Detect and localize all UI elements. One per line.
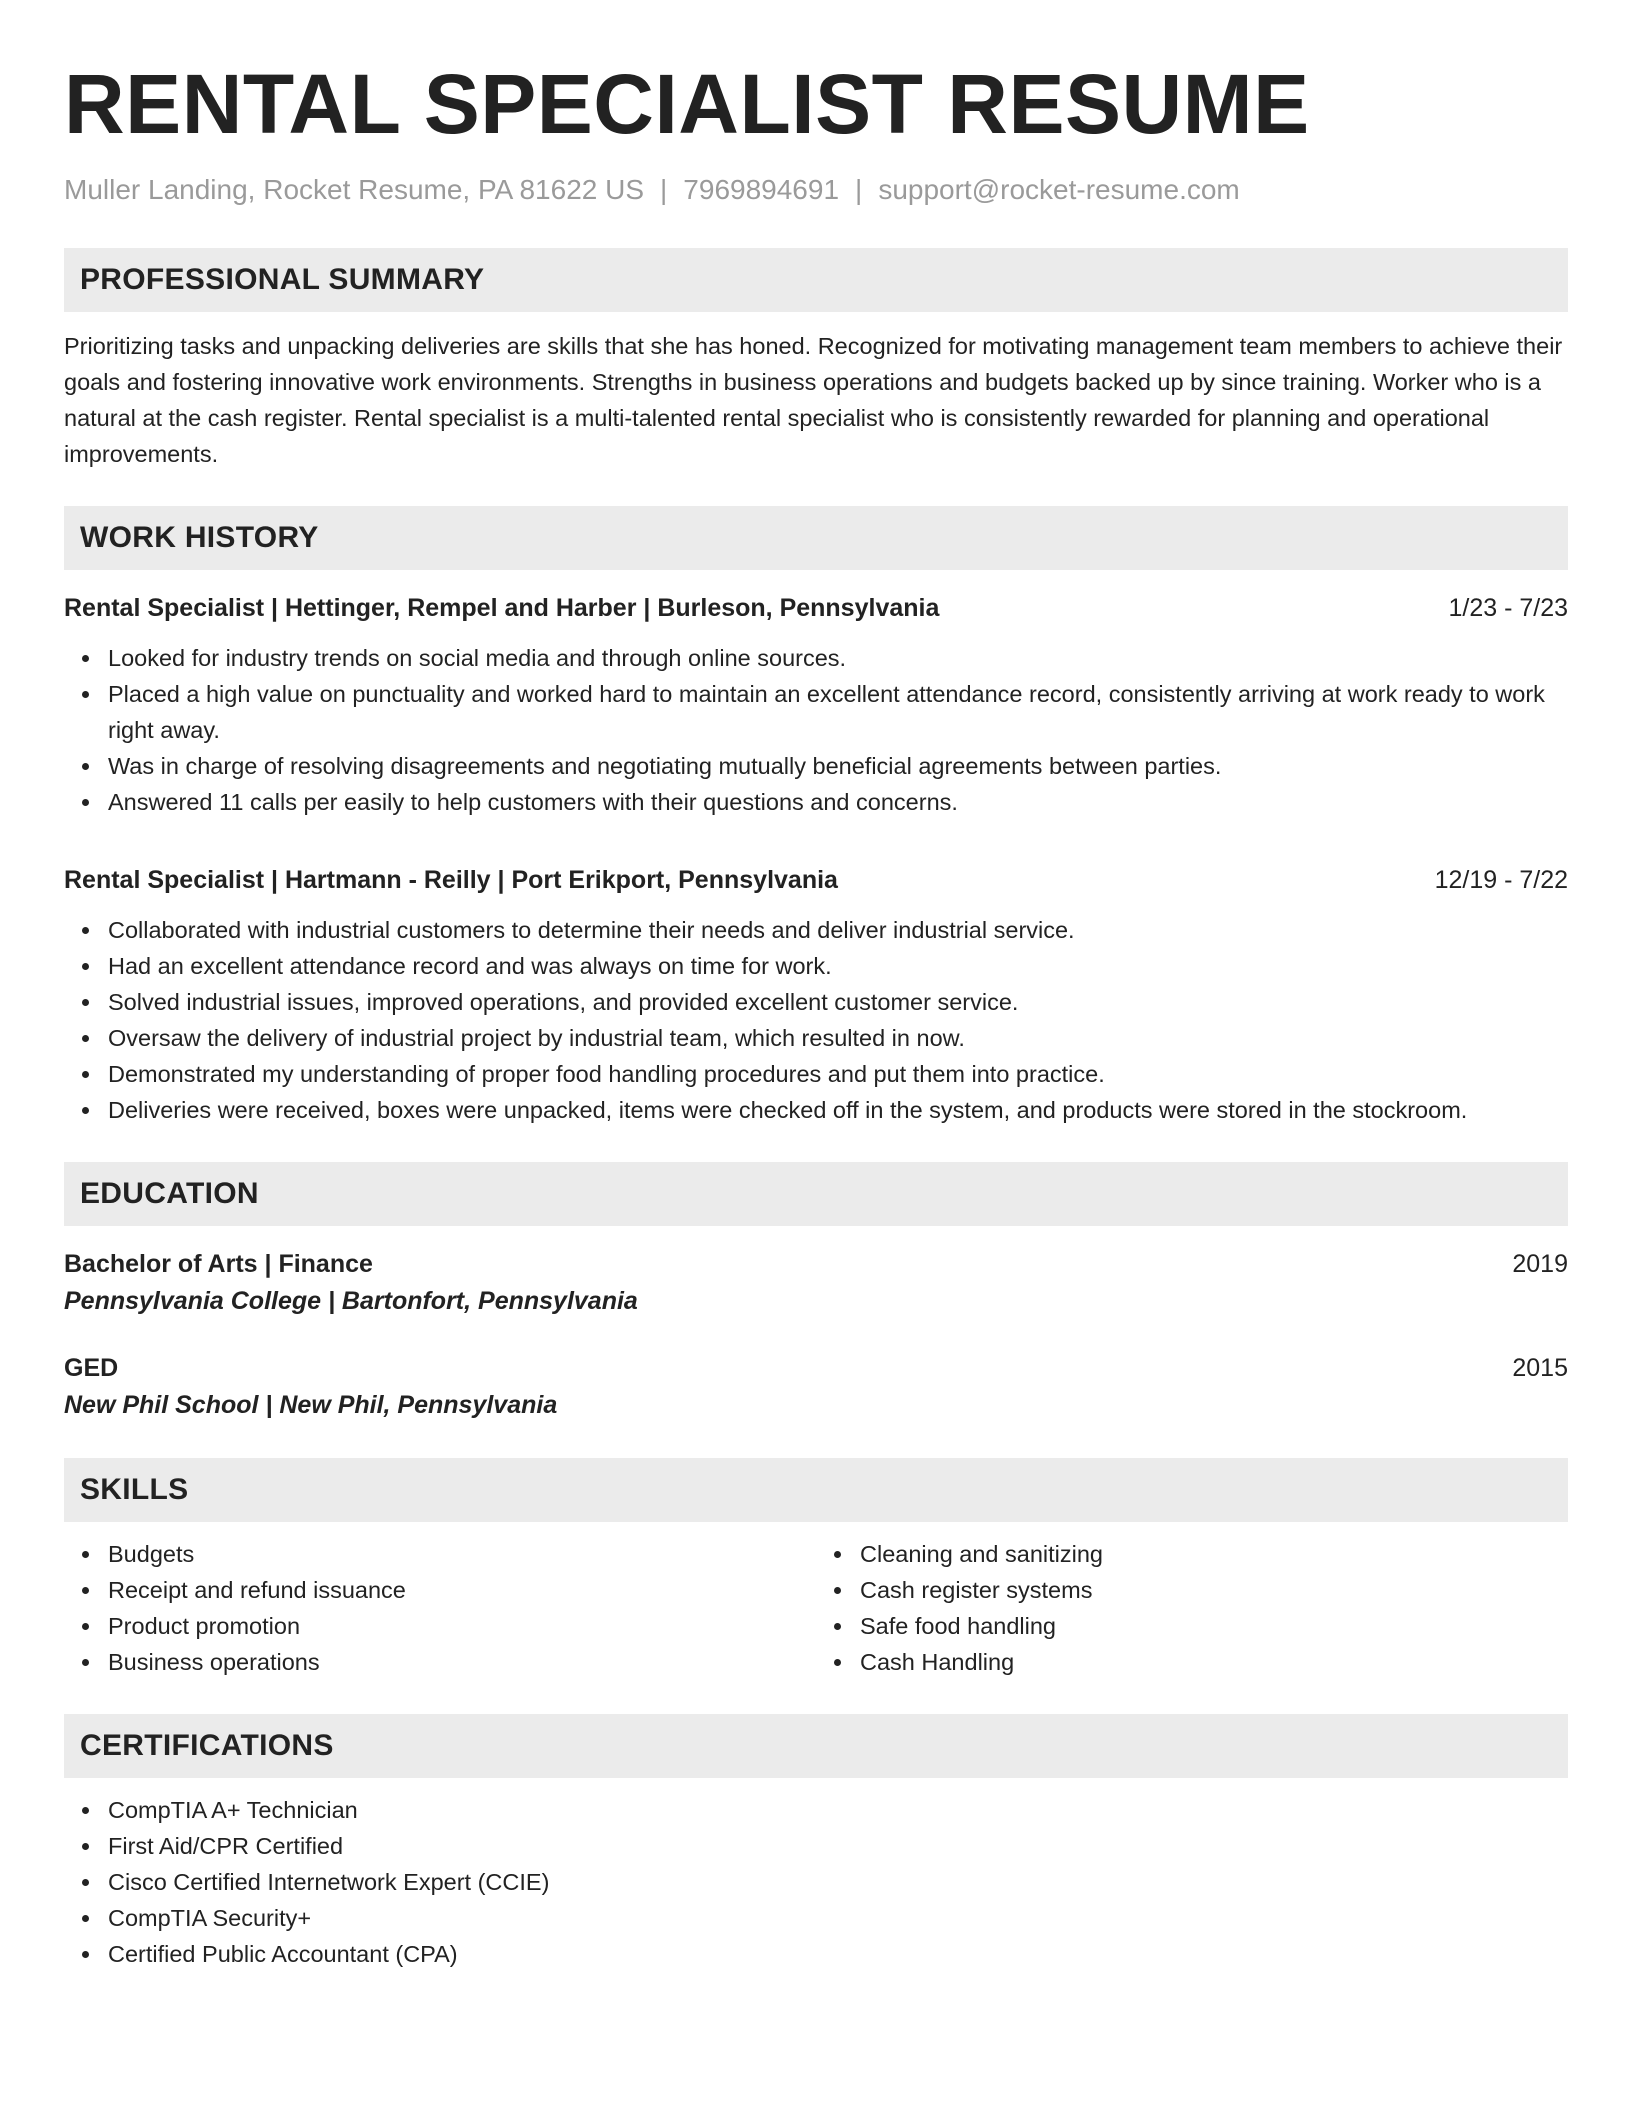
- contact-separator: |: [660, 174, 668, 205]
- job-title: Rental Specialist | Hettinger, Rempel and Harber | Burleson, Pennsylvania: [64, 594, 940, 622]
- job-bullet: Placed a high value on punctuality and worked hard to maintain an excellent attendance record, consistently arriving at work ready to work right away.: [108, 676, 1568, 748]
- skills-column-left: [64, 1536, 816, 1680]
- skill-item: Product promotion: [108, 1608, 816, 1644]
- contact-address: Muller Landing, Rocket Resume, PA 81622 US: [64, 174, 645, 205]
- skill-item: Business operations: [108, 1644, 816, 1680]
- contact-phone: 7969894691: [683, 174, 840, 205]
- skills-grid: [64, 1536, 1568, 1680]
- contact-separator: |: [855, 174, 863, 205]
- education-year: 2019: [1512, 1250, 1568, 1278]
- summary-text: Prioritizing tasks and unpacking deliveries are skills that she has honed. Recognized for motivating management team members to achieve their goals and fostering innovative work environments. Strengths in business operations and budgets backed up by since training. Worker who is a natural at the cash register. Rental specialist is a multi-talented rental specialist who is consistently rewarded for planning and operational improvements.: [64, 333, 1563, 467]
- job-entry: [64, 590, 1568, 820]
- job-header: [64, 862, 1568, 898]
- job-bullet: Was in charge of resolving disagreements and negotiating mutually beneficial agreements between parties.: [108, 748, 1568, 784]
- skill-item: Budgets: [108, 1536, 816, 1572]
- job-bullet: Solved industrial issues, improved operations, and provided excellent customer service.: [108, 984, 1568, 1020]
- skill-item: Cash register systems: [860, 1572, 1568, 1608]
- work-history-heading: WORK HISTORY: [64, 506, 1568, 570]
- education-entry: [64, 1246, 1568, 1320]
- skills-heading: SKILLS: [64, 1458, 1568, 1522]
- skills-column-right: [816, 1536, 1568, 1680]
- resume-title: RENTAL SPECIALIST RESUME: [64, 57, 1310, 151]
- education-heading: EDUCATION: [64, 1162, 1568, 1226]
- education-school: Pennsylvania College | Bartonfort, Pennsylvania: [64, 1287, 638, 1315]
- education-degree: Bachelor of Arts | Finance: [64, 1250, 373, 1278]
- certifications-list: [64, 1792, 1568, 1972]
- skill-item: Receipt and refund issuance: [108, 1572, 816, 1608]
- certification-item: CompTIA A+ Technician: [108, 1792, 1568, 1828]
- skill-item: Cash Handling: [860, 1644, 1568, 1680]
- job-bullet: Collaborated with industrial customers to determine their needs and deliver industrial service.: [108, 912, 1568, 948]
- job-bullet: Deliveries were received, boxes were unpacked, items were checked off in the system, and products were stored in the stockroom.: [108, 1092, 1568, 1128]
- education-school: New Phil School | New Phil, Pennsylvania: [64, 1391, 558, 1419]
- job-bullet: Answered 11 calls per easily to help customers with their questions and concerns.: [108, 784, 1568, 820]
- job-entry: [64, 862, 1568, 1128]
- education-year: 2015: [1512, 1354, 1568, 1382]
- job-bullets: [64, 640, 1568, 820]
- skill-item: Safe food handling: [860, 1608, 1568, 1644]
- education-entry: [64, 1350, 1568, 1424]
- education-header: [64, 1350, 1568, 1386]
- summary-heading: PROFESSIONAL SUMMARY: [64, 248, 1568, 312]
- certification-item: Cisco Certified Internetwork Expert (CCIE): [108, 1864, 1568, 1900]
- job-title: Rental Specialist | Hartmann - Reilly | Port Erikport, Pennsylvania: [64, 866, 838, 894]
- certifications-heading: CERTIFICATIONS: [64, 1714, 1568, 1778]
- job-bullet: Oversaw the delivery of industrial project by industrial team, which resulted in now.: [108, 1020, 1568, 1056]
- job-bullet: Looked for industry trends on social media and through online sources.: [108, 640, 1568, 676]
- job-header: [64, 590, 1568, 626]
- certification-item: CompTIA Security+: [108, 1900, 1568, 1936]
- job-bullet: Demonstrated my understanding of proper food handling procedures and put them into practice.: [108, 1056, 1568, 1092]
- job-dates: 1/23 - 7/23: [1448, 594, 1568, 622]
- job-bullet: Had an excellent attendance record and was always on time for work.: [108, 948, 1568, 984]
- job-bullets: [64, 912, 1568, 1128]
- certification-item: Certified Public Accountant (CPA): [108, 1936, 1568, 1972]
- certification-item: First Aid/CPR Certified: [108, 1828, 1568, 1864]
- education-degree: GED: [64, 1354, 119, 1382]
- job-dates: 12/19 - 7/22: [1434, 866, 1568, 894]
- contact-email: support@rocket-resume.com: [878, 174, 1240, 205]
- contact-line: [64, 172, 1568, 208]
- skill-item: Cleaning and sanitizing: [860, 1536, 1568, 1572]
- education-header: [64, 1246, 1568, 1282]
